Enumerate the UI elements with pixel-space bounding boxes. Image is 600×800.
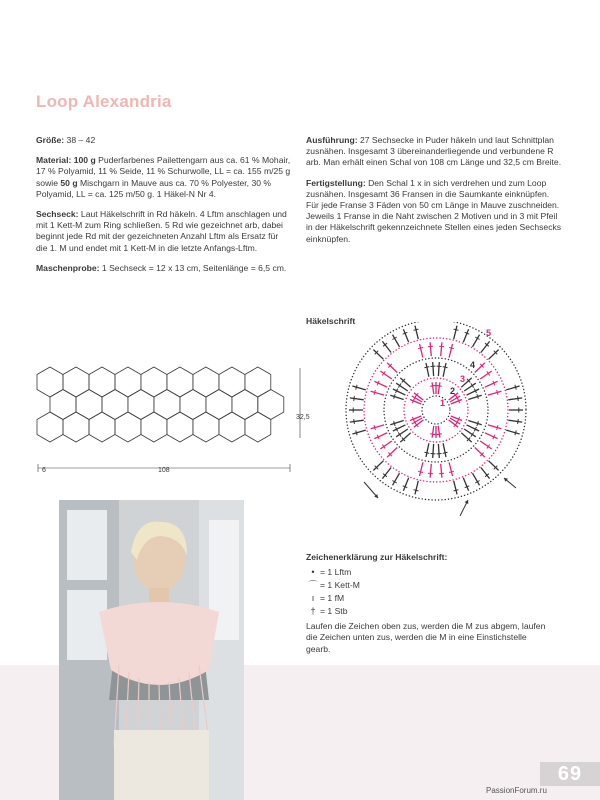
stitch-mark [441, 464, 442, 478]
hexagon-layout-diagram [34, 364, 324, 476]
probe-text: 1 Sechseck = 12 x 13 cm, Seitenlänge = 6,5 cm. [99, 262, 287, 273]
hexagon-motif [193, 412, 219, 442]
stitch-crossbar [430, 434, 435, 435]
material-text-1: Puderfarbenes Pailettengarn aus ca. 61 % Mohair, 17 % Polyamid, 11 % Seide, 11 % Schurwolle, LL = ca. 155 m/25 g sowie [36, 155, 291, 188]
stitch-mark [438, 426, 440, 438]
legend-note: Laufen die Zeichen oben zus, werden die M zus abgem, laufen die Zeichen unten zus, werden die M in eine Einstichstelle gearb. [306, 621, 546, 654]
stitch-mark [393, 335, 400, 347]
hexagon-motif [167, 367, 193, 397]
hexagon-motif [219, 412, 245, 442]
stitch-mark [352, 386, 365, 390]
stitch-mark [488, 391, 502, 395]
stitch-mark [396, 429, 408, 437]
chain-ring [346, 322, 526, 500]
stitch-mark [449, 462, 452, 476]
hexagon-motif [37, 412, 63, 442]
stitch-mark [449, 344, 452, 358]
hexagon-motif [63, 412, 89, 442]
hexagon-motif [193, 367, 219, 397]
material-text-2: Mischgarn in Mauve aus ca. 70 % Polyester, 30 % Polyamid, LL = ca. 125 m/50 g. 1 Häkel-N Nr 4. [36, 177, 272, 199]
stitch-crossbar [454, 490, 459, 491]
chain-ring [364, 338, 508, 482]
legend-title: Zeichenerklärung zur Häkelschrift: [306, 552, 448, 562]
fertigstellung-text: Den Schal 1 x in sich verdrehen und zum Loop zusnähen. Insgesamt 36 Fransen in die Saumkante einknüpfen. Für jede Franse 3 Fäden von 50 cm Länge in Mauve zuschneiden. Jeweils 1 Franse in die Naht zwischen 2 Motiven und in 3 mit Pfeil in der Häkelschrift gekennzeichnete Stellen eines jeden Sechsecks einknüpfen. [306, 177, 562, 244]
stitch-crossbar [443, 452, 448, 453]
stitch-mark [403, 329, 408, 342]
stitch-mark [374, 433, 387, 439]
hexagon-motif [89, 367, 115, 397]
stitch-crossbar [454, 329, 459, 330]
hexagon-motif [180, 390, 206, 420]
stitch-mark [371, 391, 385, 395]
stitch-crossbar [414, 490, 419, 491]
stitch-mark [438, 382, 440, 394]
crochet-symbols [349, 326, 523, 495]
hexagon-motif [76, 390, 102, 420]
dot-icon: • [311, 567, 315, 578]
round-number: 3 [460, 374, 466, 384]
stitch-mark [371, 425, 385, 429]
stitch-crossbar [424, 452, 429, 453]
stitch-mark [432, 382, 434, 394]
hexagon-motif [232, 390, 258, 420]
stitch-crossbar [515, 385, 516, 390]
stitch-mark [463, 329, 468, 342]
stitch-mark [485, 433, 498, 439]
stitch-mark [396, 383, 408, 391]
stitch-crossbar [497, 425, 498, 430]
stitch-crossbar [443, 367, 448, 368]
hexagon-motif [89, 412, 115, 442]
stitch-crossbar [449, 348, 454, 349]
round-number: 2 [450, 386, 456, 396]
page-number: 69 [540, 762, 600, 786]
stitch-mark [350, 398, 364, 400]
stitch-crossbar [418, 348, 423, 349]
stitch-mark [426, 363, 429, 377]
stitch-mark [468, 421, 481, 425]
hexagon-motif [115, 412, 141, 442]
stitch-mark [390, 421, 403, 425]
stitch-crossbar [437, 386, 442, 387]
ausfuehrung-paragraph [306, 135, 562, 169]
stitch-mark [438, 362, 439, 376]
ausfuehrung-text: 27 Sechsecke in Puder häkeln und laut Schnittplan zusnähen. Insgesamt 3 übereinanderliegende und verbundene R arb. Man erhält einen Schal von 108 cm Länge und 32,5 cm Breite. [306, 135, 562, 168]
stitch-crossbar [439, 346, 444, 347]
stitch-crossbar [418, 471, 423, 472]
round-number: 1 [440, 398, 446, 408]
hexagon-motif [50, 390, 76, 420]
crochet-chart-title: Häkelschrift [306, 316, 356, 326]
legend-row-lftm [306, 566, 546, 579]
crochet-rings [346, 322, 526, 500]
size-value: 38 – 42 [64, 135, 96, 145]
stitch-mark [485, 381, 498, 387]
stitch-mark [420, 344, 423, 358]
stitch-crossbar [354, 396, 355, 401]
stitch-mark [480, 371, 492, 379]
stitch-mark [350, 420, 364, 422]
hexagon-motif [245, 367, 271, 397]
stitch-mark [508, 398, 522, 400]
stitch-mark [506, 386, 519, 390]
stitch-mark [443, 363, 446, 377]
legend-text: = 1 Stb [320, 606, 348, 617]
bar-icon: ı [311, 593, 315, 604]
stitch-mark [464, 429, 476, 437]
hexagon-motif [37, 367, 63, 397]
stitch-crossbar [414, 329, 419, 330]
legend-text: = 1 fM [320, 593, 345, 604]
hexagon-group [37, 367, 284, 442]
stitch-crossbar [354, 419, 355, 424]
stitch-mark [393, 473, 400, 485]
stitch-mark [438, 444, 439, 458]
hexagon-motif [245, 412, 271, 442]
stitch-mark [441, 342, 442, 356]
material-amount-2: 50 g [57, 177, 78, 188]
stitch-crossbar [356, 385, 357, 390]
stitch-mark [468, 395, 481, 399]
probe-paragraph [36, 263, 292, 274]
side-label: 6 [42, 467, 46, 474]
sechseck-paragraph [36, 209, 292, 254]
probe-label: Maschenprobe: [36, 262, 100, 273]
stitch-mark [454, 326, 457, 340]
size-label: Größe: [36, 135, 65, 145]
stitch-mark [508, 420, 522, 422]
chain-ring [422, 396, 450, 424]
watermark: PassionForum.ru [486, 786, 547, 795]
height-label: 32,5 [296, 414, 310, 421]
stitch-crossbar [428, 473, 433, 474]
round-number: 5 [486, 328, 492, 338]
stitch-mark [433, 444, 434, 458]
ausfuehrung-label: Ausführung: [306, 135, 358, 145]
stitch-crossbar [439, 473, 444, 474]
stitch-mark [506, 430, 519, 434]
sechseck-label: Sechseck: [36, 209, 79, 220]
stitch-mark [374, 381, 387, 387]
stitch-crossbar [515, 430, 516, 435]
stitch-mark [390, 395, 403, 399]
stitch-crossbar [428, 346, 433, 347]
hexagon-motif [63, 367, 89, 397]
fertigstellung-paragraph [306, 178, 562, 245]
hexagon-motif [128, 390, 154, 420]
stitch-mark [415, 481, 418, 495]
round-number: 4 [470, 360, 476, 370]
chain-ring [384, 358, 488, 462]
hexagon-motif [167, 412, 193, 442]
stitch-mark [430, 342, 431, 356]
hexagon-layout-svg [34, 364, 324, 476]
stitch-mark [430, 464, 431, 478]
crochet-chart [336, 322, 540, 532]
stitch-mark [464, 383, 476, 391]
fertigstellung-label: Fertigstellung: [306, 177, 366, 188]
fringe-arrows [364, 478, 516, 516]
page-title: Loop Alexandria [36, 92, 172, 111]
hexagon-motif [115, 367, 141, 397]
stitch-crossbar [449, 471, 454, 472]
stitch-crossbar [497, 390, 498, 395]
stitch-crossbar [374, 425, 375, 430]
legend-row-stb [306, 605, 546, 618]
stitch-mark [380, 371, 392, 379]
stitch-crossbar [424, 367, 429, 368]
legend-text: = 1 Lftm [320, 567, 352, 578]
stitch-mark [403, 478, 408, 491]
material-paragraph [36, 155, 292, 200]
material-amount-1: 100 g [71, 155, 96, 166]
width-label: 108 [158, 467, 170, 474]
arc-icon: ⌒ [308, 580, 318, 591]
hexagon-motif [154, 390, 180, 420]
stitch-mark [380, 441, 392, 449]
stitch-mark [480, 441, 492, 449]
legend-text: = 1 Kett-M [320, 580, 360, 591]
stitch-mark [420, 462, 423, 476]
right-column [306, 135, 562, 254]
stitch-mark [415, 326, 418, 340]
hexagon-motif [219, 367, 245, 397]
stitch-mark [352, 430, 365, 434]
round-numbers [440, 328, 491, 408]
stitch-mark [473, 473, 480, 485]
stitch-crossbar [518, 396, 519, 401]
stitch-crossbar [356, 430, 357, 435]
stitch-mark [433, 362, 434, 376]
dagger-icon: † [310, 606, 316, 617]
stitch-crossbar [518, 419, 519, 424]
stitch-crossbar [374, 390, 375, 395]
hexagon-motif [141, 412, 167, 442]
legend-row-fm [306, 592, 546, 605]
material-label: Material: [36, 155, 72, 166]
model-photo-illustration [59, 500, 244, 800]
stitch-mark [443, 443, 446, 457]
legend-row-kettm [306, 579, 546, 592]
stitch-mark [432, 426, 434, 438]
left-column [36, 135, 292, 283]
legend [306, 552, 546, 655]
stitch-mark [488, 425, 502, 429]
hexagon-motif [141, 367, 167, 397]
stitch-mark [454, 481, 457, 495]
hexagon-motif [206, 390, 232, 420]
hexagon-motif [258, 390, 284, 420]
size-paragraph [36, 135, 292, 146]
hexagon-motif [102, 390, 128, 420]
stitch-mark [426, 443, 429, 457]
crochet-chart-svg [336, 322, 540, 532]
model-photo [59, 500, 244, 800]
stitch-mark [463, 478, 468, 491]
stitch-mark [473, 335, 480, 347]
sechseck-text: Laut Häkelschrift in Rd häkeln. 4 Lftm anschlagen und mit 1 Kett-M zum Ring schließen. 5 Rd wie gezeichnet arb, dabei beginnt jede Rd mit der gezeichneten Anzahl Lftm als Ersatz für die 1. M und endet mit 1 Kett-M in die letzte Anfangs-Lftm. [36, 209, 287, 253]
